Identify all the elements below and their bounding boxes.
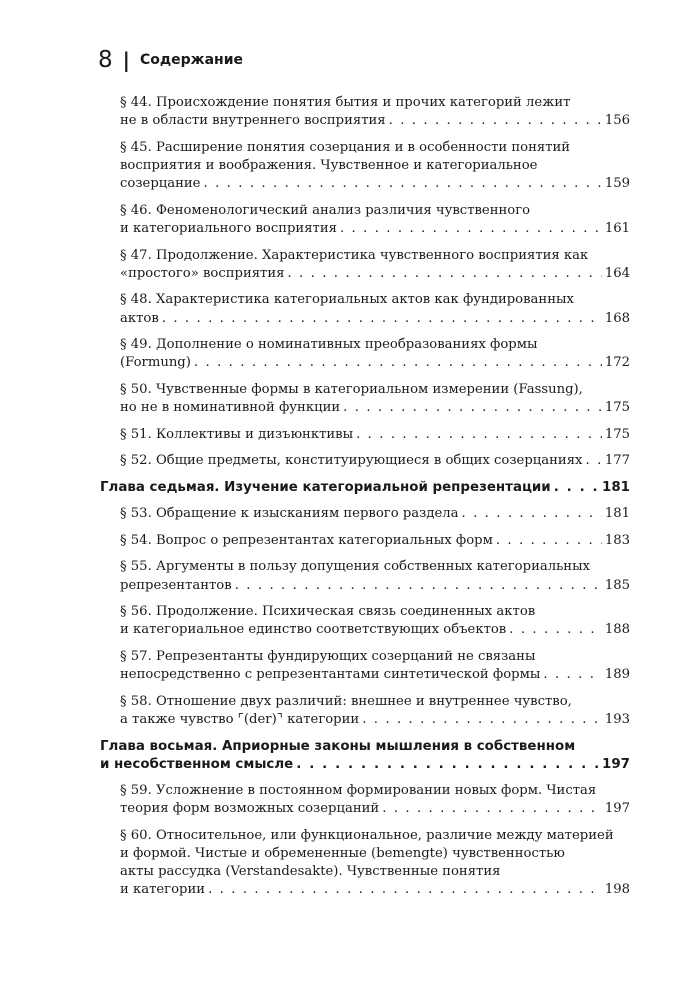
dot-leader [162, 310, 602, 328]
toc-entry-final-line [120, 621, 630, 639]
toc-entry-line: § 56. Продолжение. Психическая связь соединенных актов [120, 604, 536, 620]
toc-entry-line: § 49. Дополнение о номинативных преобразованиях формы [120, 337, 538, 353]
toc-chapter [100, 738, 630, 774]
toc-page-number: 197 [604, 801, 630, 817]
toc-entry-final-line [120, 399, 630, 417]
toc-entry-final-line [120, 666, 630, 684]
toc-entry-text: непосредственно с репрезентантами синтетической формы [120, 667, 541, 683]
toc-page-number: 161 [604, 221, 630, 236]
toc-entry-final-line [120, 310, 630, 328]
toc-entry-text: репрезентантов [120, 577, 232, 593]
toc-entry-text: § 54. Вопрос о репрезентантах категориальных форм [120, 532, 493, 548]
header-separator: | [122, 48, 130, 72]
toc-page-number: 181 [602, 479, 630, 495]
toc-entry-line: и формой. Чистые и обремененные (bemengte) чувственностью [120, 845, 565, 861]
dot-leader [194, 354, 602, 372]
dot-leader [362, 711, 602, 729]
toc-entry-line: § 50. Чувственные формы в категориальном измерении (Fassung), [120, 381, 583, 397]
toc-entry-final-line [100, 479, 630, 497]
toc-entry-text: не в области внутреннего восприятия [120, 113, 386, 129]
toc-entry-text: § 51. Коллективы и дизъюнктивы [120, 426, 354, 442]
toc-entry [100, 139, 630, 194]
toc-entry [100, 782, 630, 818]
running-title: Содержание [139, 52, 244, 68]
toc-entry-final-line [120, 426, 630, 444]
toc-chapter [100, 479, 630, 497]
toc-entry [100, 94, 630, 130]
toc-entry-line: Глава восьмая. Априорные законы мышления в собственном [100, 738, 576, 754]
toc-entry-text: и категориального восприятия [120, 221, 337, 236]
toc-entry [100, 202, 630, 238]
toc-entry-text: Глава седьмая. Изучение категориальной репрезентации [100, 479, 551, 495]
dot-leader [509, 621, 602, 639]
table-of-contents [100, 94, 630, 908]
dot-leader [585, 452, 601, 470]
dot-leader [287, 265, 601, 283]
toc-page-number: 185 [604, 577, 630, 593]
dot-leader [343, 399, 602, 417]
toc-entry-line: § 46. Феноменологический анализ различия чувственного [120, 202, 531, 218]
dot-leader [340, 220, 602, 238]
toc-entry-final-line [120, 175, 630, 193]
toc-entry [100, 558, 630, 594]
dot-leader [389, 112, 602, 130]
toc-entry [100, 381, 630, 417]
running-header [98, 40, 243, 80]
toc-entry-final-line [120, 452, 630, 470]
toc-entry [100, 291, 630, 327]
toc-entry-line: § 44. Происхождение понятия бытия и прочих категорий лежит [120, 95, 571, 110]
toc-entry [100, 452, 630, 470]
dot-leader [235, 577, 602, 595]
toc-page-number: 175 [604, 400, 630, 416]
page-number: 8 [98, 47, 113, 73]
toc-page-number: 188 [604, 622, 630, 638]
dot-leader [356, 426, 602, 444]
toc-entry-text: но не в номинативной функции [120, 400, 341, 416]
toc-entry-line: § 48. Характеристика категориальных актов как фундированных [120, 292, 574, 308]
toc-entry-line: § 55. Аргументы в пользу допущения собственных категориальных [120, 559, 590, 575]
dot-leader [208, 881, 602, 899]
toc-entry-line: восприятия и воображения. Чувственное и категориальное [120, 158, 538, 173]
dot-leader [382, 800, 602, 818]
toc-page-number: 193 [604, 711, 630, 727]
toc-page-number: 198 [604, 882, 630, 898]
toc-entry-final-line [120, 112, 630, 130]
toc-entry-final-line [120, 881, 630, 899]
toc-entry-final-line [120, 577, 630, 595]
toc-page-number: 159 [604, 176, 630, 192]
toc-entry [100, 648, 630, 684]
toc-entry-line: § 57. Репрезентанты фундирующих созерцаний не связаны [120, 648, 536, 664]
toc-entry [100, 336, 630, 372]
toc-page-number: 168 [604, 310, 630, 326]
toc-entry [100, 693, 630, 729]
toc-entry [100, 603, 630, 639]
toc-entry [100, 505, 630, 523]
toc-entry-text: (Formung) [120, 355, 191, 371]
toc-entry-text: и категории [120, 882, 206, 898]
toc-entry-final-line [120, 711, 630, 729]
toc-entry-line: § 58. Отношение двух различий: внешнее и внутреннее чувство, [120, 693, 572, 709]
toc-page-number: 175 [604, 426, 630, 442]
toc-page-number: 172 [604, 355, 630, 371]
toc-page-number: 181 [604, 506, 630, 522]
dot-leader [296, 756, 599, 774]
toc-entry [100, 827, 630, 900]
toc-page-number: 164 [604, 265, 630, 281]
toc-entry-line: § 45. Расширение понятия созерцания и в особенности понятий [120, 139, 571, 155]
dot-leader [496, 532, 602, 550]
toc-entry-text: § 53. Обращение к изысканиям первого раздела [120, 506, 459, 522]
toc-entry-final-line [100, 756, 630, 774]
toc-entry-text: актов [120, 310, 159, 326]
toc-page-number: 197 [602, 756, 630, 772]
toc-entry-line: § 47. Продолжение. Характеристика чувственного восприятия как [120, 247, 589, 263]
dot-leader [204, 175, 602, 193]
toc-entry-line: акты рассудка (Verstandesakte). Чувственные понятия [120, 864, 501, 880]
toc-entry-line: § 60. Относительное, или функциональное, различие между материей [120, 827, 614, 843]
toc-entry-final-line [120, 265, 630, 283]
dot-leader [543, 666, 601, 684]
toc-entry-final-line [120, 220, 630, 238]
toc-page-number: 177 [604, 453, 630, 469]
dot-leader [462, 505, 602, 523]
toc-entry-text: а также чувство ⌜(der)⌝ категории [120, 711, 360, 727]
toc-entry [100, 426, 630, 444]
toc-entry-final-line [120, 800, 630, 818]
toc-entry-final-line [120, 532, 630, 550]
toc-entry-text: созерцание [120, 176, 201, 192]
toc-entry-text: теория форм возможных созерцаний [120, 801, 380, 817]
toc-entry-final-line [120, 354, 630, 372]
toc-page-number: 183 [604, 532, 630, 548]
toc-entry-text: и категориальное единство соответствующих объектов [120, 622, 507, 638]
toc-entry-text: § 52. Общие предметы, конституирующиеся в общих созерцаниях [120, 453, 583, 469]
toc-page-number: 189 [604, 667, 630, 683]
toc-page-number: 156 [604, 113, 630, 129]
dot-leader [554, 479, 599, 497]
toc-entry [100, 247, 630, 283]
toc-entry [100, 532, 630, 550]
toc-entry-text: и несобственном смысле [100, 756, 294, 772]
toc-entry-text: «простого» восприятия [120, 265, 285, 281]
toc-entry-final-line [120, 505, 630, 523]
toc-entry-line: § 59. Усложнение в постоянном формировании новых форм. Чистая [120, 782, 597, 798]
